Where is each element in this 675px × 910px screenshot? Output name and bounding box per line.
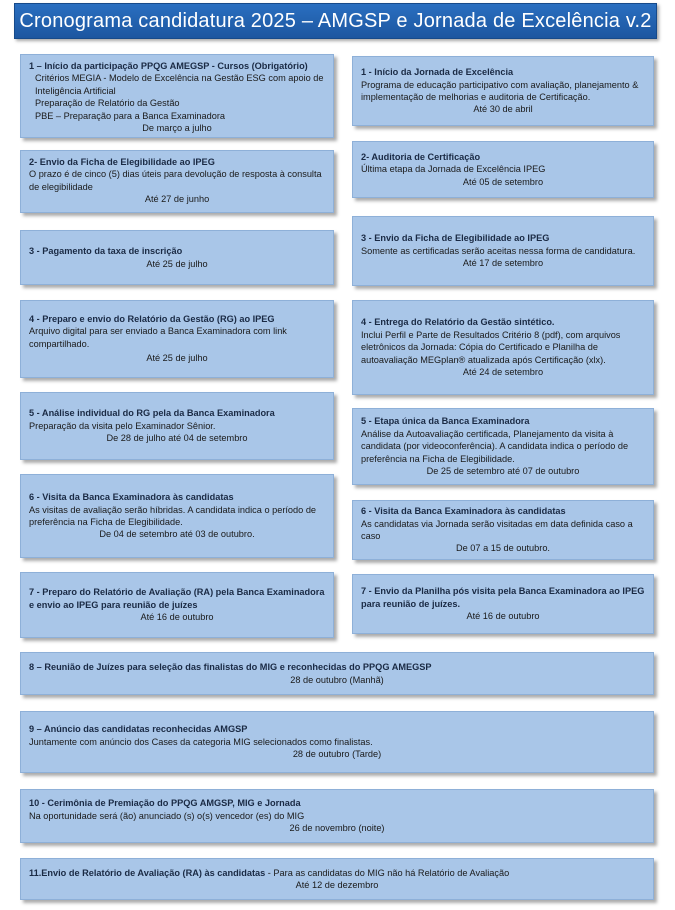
step-heading: 7 - Envio da Planilha pós visita pela Banca Examinadora ao IPEG para reunião de juízes. <box>361 586 645 609</box>
step-heading: 3 - Pagamento da taxa de inscrição <box>29 246 183 257</box>
step-8 <box>20 652 654 695</box>
step-heading: 2- Envio da Ficha de Elegibilidade ao IPEG <box>29 157 215 167</box>
step-date: 28 de outubro (Tarde) <box>292 749 382 760</box>
step-heading: 8 – Reunião de Juízes para seleção das finalistas do MIG e reconhecidas do PPQG AMEGSP <box>29 662 432 673</box>
step-date: De março a julho <box>142 123 212 134</box>
step-heading: 2- Auditoria de Certificação <box>361 151 481 162</box>
step-date: Até 25 de julho <box>146 353 208 364</box>
step-text: Critérios MEGIA - Modelo de Excelência na Gestão ESG com apoio de Inteligência Artificial <box>35 73 324 96</box>
step-10 <box>20 789 654 843</box>
step-heading: 4 - Preparo e envio do Relatório da Gestão (RG) ao IPEG <box>29 314 275 324</box>
step-text: Juntamente com anúncio dos Cases da categoria MIG selecionados como finalistas. <box>29 736 373 747</box>
step-date: De 04 de setembro até 03 de outubro. <box>99 529 255 540</box>
step-date: Até 16 de outubro <box>466 611 540 622</box>
left-step-6 <box>20 474 334 558</box>
step-text: Preparação de Relatório da Gestão <box>35 98 180 109</box>
step-text: Arquivo digital para ser enviado a Banca Examinadora com link compartilhado. <box>29 326 287 349</box>
step-heading: 5 - Análise individual do RG pela da Banca Examinadora <box>29 408 275 419</box>
step-heading: 6 - Visita da Banca Examinadora às candidatas <box>29 492 234 503</box>
step-heading: 1 – Início da participação PPQG AMEGSP - Cursos (Obrigatório) <box>29 61 308 71</box>
step-text: Programa de educação participativo com avaliação, planejamento & implementação de melhorias e auditoria de Certificação. <box>361 79 639 102</box>
right-step-4 <box>352 300 654 395</box>
step-text: - Para as candidatas do MIG não há Relatório de Avaliação <box>265 867 510 878</box>
step-date: Até 05 de setembro <box>462 176 544 187</box>
step-date: De 25 de setembro até 07 de outubro <box>426 466 580 477</box>
left-step-1 <box>20 54 334 138</box>
step-date: Até 27 de junho <box>144 194 210 205</box>
left-step-3 <box>20 230 334 285</box>
left-step-4 <box>20 300 334 378</box>
step-heading: 7 - Preparo do Relatório de Avaliação (RA) pela Banca Examinadora e envio ao IPEG para reunião de juízes <box>29 587 325 610</box>
step-heading: 3 - Envio da Ficha de Elegibilidade ao IPEG <box>361 233 550 244</box>
left-step-2 <box>20 150 334 213</box>
step-heading: 6 - Visita da Banca Examinadora às candidatas <box>361 506 566 517</box>
step-date: Até 30 de abril <box>473 104 533 115</box>
step-date: Até 25 de julho <box>146 258 208 269</box>
step-heading: 11.Envio de Relatório de Avaliação (RA) às candidatas <box>29 867 266 878</box>
step-text: Inclui Perfil e Parte de Resultados Critério 8 (pdf), com arquivos eletrônicos da Jornada: Cópia do Certificado e Planilha de autoavaliação MEGplan® atualizada após Certificação (xlx). <box>361 329 621 365</box>
step-heading: 4 - Entrega do Relatório da Gestão sintético. <box>361 317 555 328</box>
step-date: 26 de novembro (noite) <box>289 823 385 834</box>
right-step-7 <box>352 574 654 634</box>
step-heading: 10 - Cerimônia de Premiação do PPQG AMGSP, MIG e Jornada <box>29 798 301 809</box>
left-step-5 <box>20 392 334 460</box>
step-text: Última etapa da Jornada de Excelência IPEG <box>361 164 546 175</box>
right-step-6 <box>352 500 654 560</box>
step-11 <box>20 858 654 900</box>
step-date: Até 24 de setembro <box>462 367 544 378</box>
right-step-3 <box>352 216 654 286</box>
step-date: 28 de outubro (Manhã) <box>290 674 384 685</box>
step-text: Na oportunidade será (ão) anunciado (s) o(s) vencedor (es) do MIG <box>29 810 305 821</box>
right-step-5 <box>352 408 654 485</box>
left-step-7 <box>20 572 334 638</box>
page-title: Cronograma candidatura 2025 – AMGSP e Jornada de Excelência v.2 <box>14 3 657 39</box>
step-text: Somente as certificadas serão aceitas nessa forma de candidatura. <box>361 245 636 256</box>
step-date: Até 17 de setembro <box>462 258 544 269</box>
step-text: As visitas de avaliação serão híbridas. A candidata indica o período de preferência na Ficha de Elegibilidade. <box>29 504 317 527</box>
step-heading: 1 - Início da Jornada de Excelência <box>361 67 514 78</box>
right-step-1 <box>352 56 654 126</box>
step-text: Preparação da visita pelo Examinador Sênior. <box>29 420 216 431</box>
step-9 <box>20 711 654 773</box>
step-text: O prazo é de cinco (5) dias úteis para devolução de resposta à consulta de elegibilidade <box>29 169 322 192</box>
step-date: Até 16 de outubro <box>140 612 214 623</box>
step-heading: 5 - Etapa única da Banca Examinadora <box>361 416 530 427</box>
step-date: De 07 a 15 de outubro. <box>456 543 550 554</box>
step-heading: 9 – Anúncio das candidatas reconhecidas AMGSP <box>29 724 248 735</box>
step-date: Até 12 de dezembro <box>295 880 379 890</box>
right-step-2 <box>352 141 654 198</box>
step-text: Análise da Autoavaliação certificada, Planejamento da visita à candidata (por videoconferência). A candidata indica o período de preferência na Ficha de Elegibilidade. <box>361 428 629 464</box>
step-text: PBE – Preparação para a Banca Examinadora <box>35 110 225 121</box>
step-date: De 28 de julho até 04 de setembro <box>106 433 248 444</box>
step-text: As candidatas via Jornada serão visitadas em data definida caso a caso <box>361 518 633 541</box>
